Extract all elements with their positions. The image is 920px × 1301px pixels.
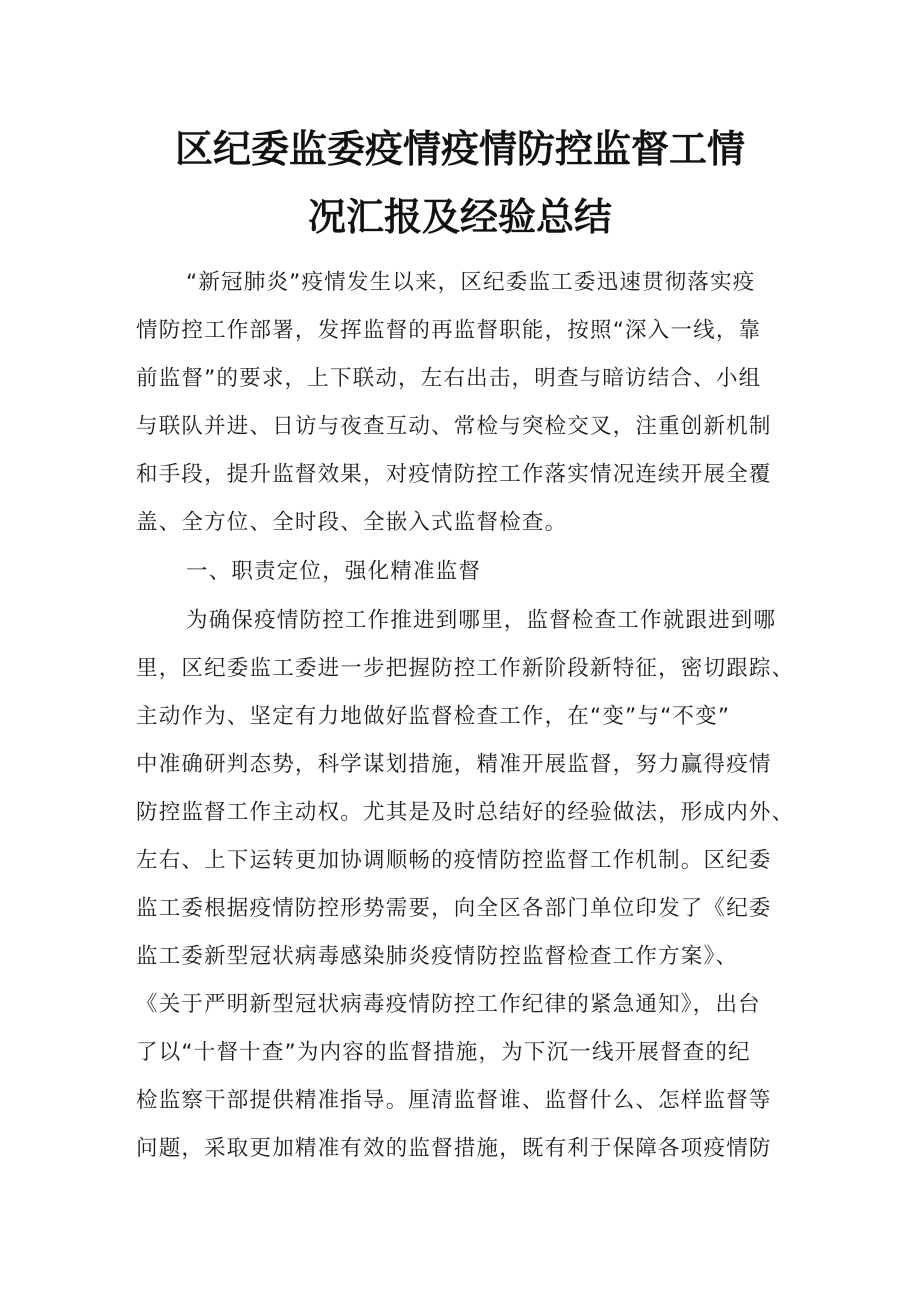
body-line: “新冠肺炎”疫情发生以来，区纪委监工委迅速贯彻落实疫 bbox=[186, 270, 756, 295]
body-line: 主动作为、坚定有力地做好监督检查工作，在“变”与“不变” bbox=[136, 704, 731, 729]
document-title-line-1: 区纪委监委疫情疫情防控监督工情 bbox=[174, 127, 745, 171]
body-line: 问题，采取更加精准有效的监督措施，既有利于保障各项疫情防 bbox=[136, 1136, 772, 1161]
body-line: 左右、上下运转更加协调顺畅的疫情防控监督工作机制。区纪委 bbox=[136, 848, 772, 873]
body-line: 为确保疫情防控工作推进到哪里，监督检查工作就跟进到哪 bbox=[186, 608, 777, 633]
body-line: 前监督”的要求，上下联动，左右出击，明查与暗访结合、小组 bbox=[136, 366, 762, 391]
body-line: 了以“十督十查”为内容的监督措施，为下沉一线开展督查的纪 bbox=[136, 1040, 751, 1065]
body-line: 和手段，提升监督效果，对疫情防控工作落实情况连续开展全覆 bbox=[136, 462, 772, 487]
body-line: 检监察干部提供精准指导。厘清监督谁、监督什么、怎样监督等 bbox=[136, 1088, 772, 1113]
body-line: 情防控工作部署，发挥监督的再监督职能，按照“深入一线，靠 bbox=[136, 318, 762, 343]
body-line: 里，区纪委监工委进一步把握防控工作新阶段新特征，密切跟踪、 bbox=[136, 656, 795, 681]
section-heading: 一、职责定位，强化精准监督 bbox=[186, 559, 482, 584]
document-title-line-2: 况汇报及经验总结 bbox=[307, 195, 612, 239]
body-line: 与联队并进、日访与夜查互动、常检与突检交叉，注重创新机制 bbox=[136, 414, 772, 439]
body-line: 《关于严明新型冠状病毒疫情防控工作纪律的紧急通知》，出台 bbox=[136, 992, 761, 1017]
body-line: 监工委根据疫情防控形势需要，向全区各部门单位印发了《纪委 bbox=[136, 896, 772, 921]
body-line: 监工委新型冠状病毒感染肺炎疫情防控监督检查工作方案》、 bbox=[136, 944, 739, 969]
body-line: 防控监督工作主动权。尤其是及时总结好的经验做法，形成内外、 bbox=[136, 800, 795, 825]
body-line: 盖、全方位、全时段、全嵌入式监督检查。 bbox=[136, 510, 568, 535]
body-line: 中准确研判态势，科学谋划措施，精准开展监督，努力赢得疫情 bbox=[136, 752, 772, 777]
